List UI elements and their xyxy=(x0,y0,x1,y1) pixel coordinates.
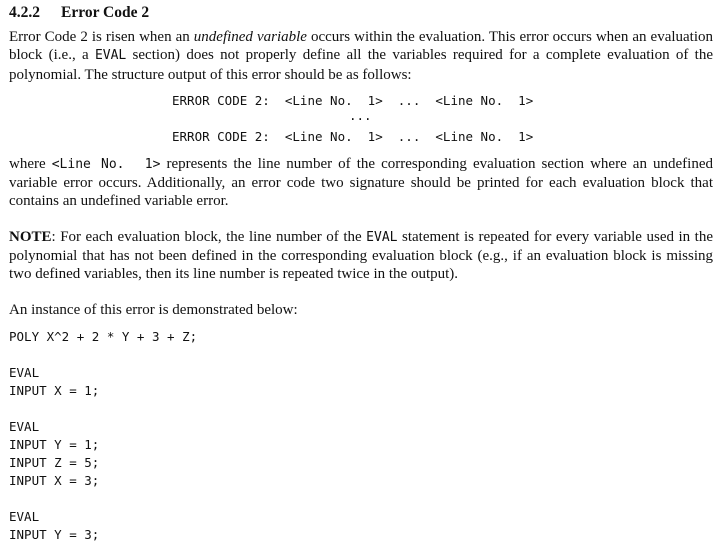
intro-text-1: Error Code 2 is risen when an xyxy=(9,29,194,45)
note-text-1: : For each evaluation block, the line number of the xyxy=(51,228,367,245)
structure-line-1: ERROR CODE 2: <Line No. 1> ... <Line No. 1> xyxy=(172,92,534,108)
listing-line: EVAL xyxy=(9,418,40,434)
listing-line: INPUT Y = 3; xyxy=(9,526,100,542)
listing-line: INPUT X = 1; xyxy=(9,382,100,398)
structure-line-2: ERROR CODE 2: <Line No. 1> ... <Line No. 1> xyxy=(172,128,534,144)
error-structure-block xyxy=(9,92,713,146)
instance-paragraph: An instance of this error is demonstrated below: xyxy=(9,301,298,318)
poly-line: POLY X^2 + 2 * Y + 3 + Z; xyxy=(9,328,198,344)
code-listing xyxy=(9,328,713,544)
intro-text-3: section) does not properly define all the variables required for a complete evaluation of the polynomial. The structure output of this error should be as follows: xyxy=(9,47,713,83)
where-text-1: where xyxy=(9,155,52,172)
note-paragraph xyxy=(9,228,713,284)
note-text-2: statement is repeated for every variable used in the polynomial that has not been defined in the corresponding evaluation block (e.g., if an evaluation block is missing two defined variables, then its line number is repeated twice in the output). xyxy=(9,228,713,283)
section-heading xyxy=(9,2,713,24)
structure-ellipsis: ... xyxy=(349,107,372,123)
section-number: 4.2.2 xyxy=(9,4,40,21)
listing-line: INPUT Y = 1; xyxy=(9,436,100,452)
note-label: NOTE xyxy=(9,228,52,245)
document-page xyxy=(9,2,713,544)
section-title: Error Code 2 xyxy=(61,4,150,21)
listing-line: EVAL xyxy=(9,508,40,524)
listing-line: INPUT Z = 5; xyxy=(9,454,100,470)
intro-emphasis: undefined variable xyxy=(193,29,307,45)
listing-line: INPUT X = 3; xyxy=(9,472,100,488)
where-paragraph xyxy=(9,155,713,211)
note-code: EVAL xyxy=(366,229,398,245)
intro-code: EVAL xyxy=(94,48,127,64)
where-text-2: represents the line number of the corresponding evaluation section where an undefined variable error occurs. Additionally, an error code two signature should be printed for each evaluation block that contains an undefined variable error. xyxy=(9,155,713,210)
intro-paragraph xyxy=(9,28,713,84)
listing-line: EVAL xyxy=(9,364,40,380)
where-code: <Line No. 1> xyxy=(51,156,161,172)
intro-text-2: occurs within the evaluation. This error occurs when an evaluation block (i.e., a xyxy=(9,29,714,64)
